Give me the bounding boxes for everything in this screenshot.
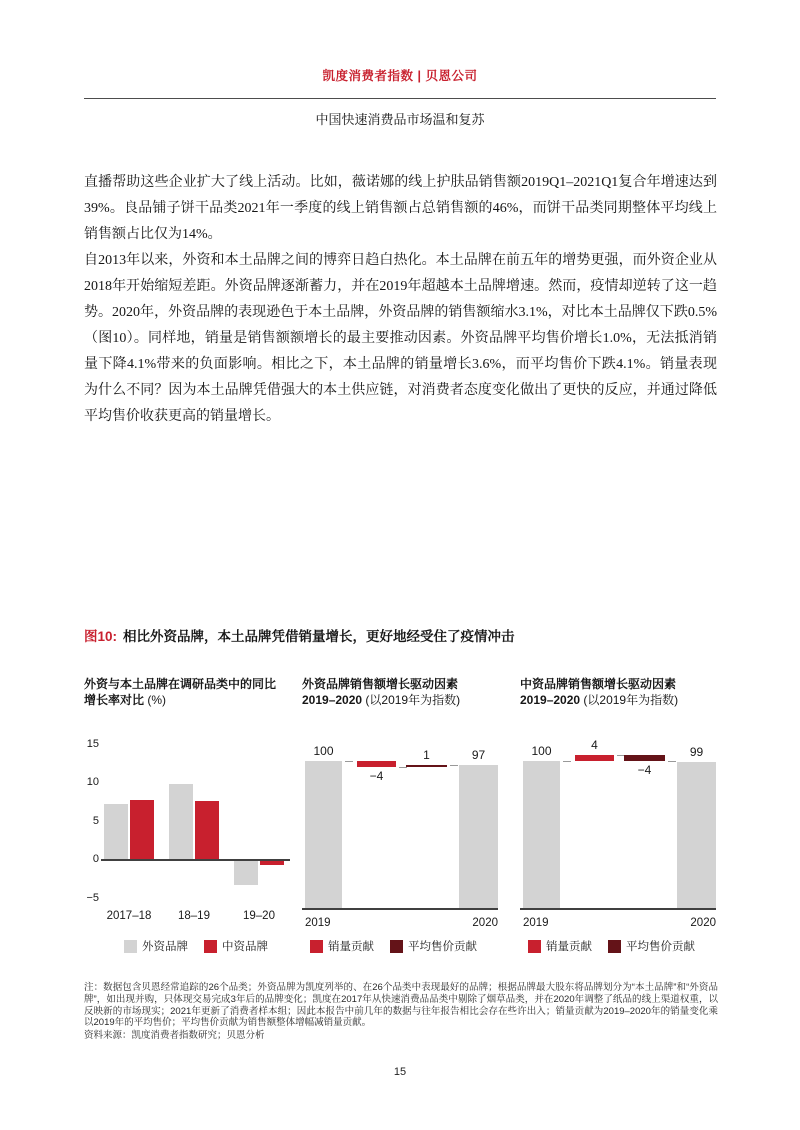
x-year-label: 2019 — [523, 917, 549, 929]
connector-dash — [450, 765, 458, 766]
waterfall-bar-base — [677, 762, 716, 908]
x-category-label: 19–20 — [243, 910, 275, 922]
chart-column-domestic-waterfall — [520, 676, 718, 954]
chart-title — [302, 676, 510, 708]
bar-chart-growth-comparison — [84, 737, 290, 930]
y-tick-label: 0 — [92, 853, 99, 865]
waterfall-bar-volume — [575, 755, 614, 761]
body-paragraph-2: 自2013年以来，外资和本土品牌之间的博弈日趋白热化。本土品牌在前五年的增势更强，而外资企业从2018年开始缩短差距。外资品牌逐渐蓄力，并在2019年超越本土品牌增速。然而，疫情却逆转了这一趋势。2020年，外资品牌的表现逊色于本土品牌，外资品牌的销售额缩水3.1%，对比本土品牌仅下跌0.5%（图10）。同样地，销量是销售额额增长的最主要推动因素。外资品牌平均售价增长1.0%，无法抵消销量下降4.1%带来的负面影响。相比之下，本土品牌的销量增长3.6%，而平均售价下跌4.1%。销量表现为什么不同？因为本土品牌凭借强大的本土供应链，对消费者态度变化做出了更快的反应，并通过降低平均售价收获更高的销量增长。 — [84, 253, 717, 424]
legend-label: 平均售价贡献 — [408, 941, 477, 953]
chart-column-growth-comparison — [84, 676, 290, 954]
chart-title — [84, 676, 290, 708]
chart-title-line2: 增长率对比 — [84, 693, 145, 707]
x-year-label: 2020 — [472, 917, 498, 929]
bar-value-label: −4 — [369, 768, 384, 783]
footnotes — [84, 982, 718, 1042]
waterfall-bar-volume — [357, 761, 396, 767]
waterfall-bar-price — [406, 765, 447, 767]
waterfall-bar-base — [459, 765, 498, 908]
legend-swatch — [204, 940, 217, 953]
legend-growth-comparison — [84, 938, 290, 954]
legend-label: 中资品牌 — [222, 941, 268, 953]
bar-外资品牌 — [169, 784, 193, 859]
bar-外资品牌 — [234, 861, 258, 885]
y-tick-label: 5 — [92, 814, 99, 827]
baseline — [302, 908, 498, 910]
legend-swatch — [310, 940, 323, 953]
y-tick-label: −5 — [86, 891, 99, 904]
legend-item — [528, 938, 592, 954]
legend-swatch — [390, 940, 403, 953]
page-subtitle: 中国快速消费品市场温和复苏 — [315, 112, 485, 127]
bar-value-label: 100 — [313, 744, 334, 758]
bar-外资品牌 — [104, 804, 128, 859]
figure-label: 图10: — [84, 629, 118, 644]
waterfall-chart-domestic-brands — [520, 740, 718, 930]
chart-title-line2: 2019–2020 — [302, 693, 363, 707]
page-number: 15 — [393, 1066, 407, 1078]
bar-value-label: −4 — [637, 763, 652, 777]
x-year-label: 2020 — [690, 917, 716, 929]
legend-label: 销量贡献 — [546, 941, 592, 953]
bar-中资品牌 — [260, 861, 284, 865]
chart-title-index-note: (以2019年为指数) — [580, 693, 679, 707]
chart-column-foreign-waterfall — [302, 676, 510, 954]
connector-dash — [563, 761, 571, 762]
x-category-label: 18–19 — [178, 910, 210, 922]
header-divider — [84, 98, 716, 99]
bar-value-label: 97 — [471, 748, 486, 763]
legend-label: 销量贡献 — [328, 941, 374, 953]
legend-domestic-waterfall — [520, 938, 718, 954]
chart-title-line1: 外资与本土品牌在调研品类中的同比 — [84, 677, 277, 691]
figure-caption-text: 相比外资品牌，本土品牌凭借销量增长，更好地经受住了疫情冲击 — [123, 629, 515, 644]
source-line: 资料来源：凯度消费者指数研究；贝恩分析 — [84, 1030, 265, 1042]
legend-item — [608, 938, 695, 954]
header-brand: 凯度消费者指数 | 贝恩公司 — [322, 69, 478, 83]
waterfall-bar-base — [305, 761, 342, 908]
legend-item — [310, 938, 374, 954]
baseline — [520, 908, 716, 910]
x-year-label: 2019 — [305, 917, 331, 929]
bar-中资品牌 — [195, 801, 219, 859]
bar-value-label: 99 — [689, 745, 704, 760]
legend-item — [124, 938, 188, 954]
connector-dash — [668, 761, 676, 762]
bar-value-label: 1 — [423, 748, 430, 763]
waterfall-bar-base — [523, 761, 560, 908]
chart-title-line2: 2019–2020 — [520, 693, 581, 707]
bar-中资品牌 — [130, 800, 154, 859]
chart-title-line1: 外资品牌销售额增长驱动因素 — [302, 677, 459, 691]
legend-label: 平均售价贡献 — [626, 941, 695, 953]
bar-value-label: 4 — [591, 738, 598, 753]
waterfall-chart-foreign-brands — [302, 740, 510, 930]
figure-caption — [84, 625, 717, 645]
waterfall-bar-price — [624, 755, 665, 761]
body-paragraph-1: 直播帮助这些企业扩大了线上活动。比如，薇诺娜的线上护肤品销售额2019Q1–2021Q1复合年增速达到39%。良品铺子饼干品类2021年一季度的线上销售额占总销售额的46%，而饼干品类同期整体平均线上销售额占比仅为14%。 — [84, 175, 717, 242]
connector-dash — [345, 761, 353, 762]
legend-swatch — [124, 940, 137, 953]
chart-title-unit: (%) — [144, 693, 167, 707]
bar-value-label: 100 — [531, 744, 552, 758]
legend-swatch — [608, 940, 621, 953]
y-tick-label: 10 — [86, 776, 99, 788]
x-category-label: 2017–18 — [106, 910, 152, 922]
y-tick-label: 15 — [86, 737, 99, 750]
legend-item — [390, 938, 477, 954]
legend-item — [204, 938, 268, 954]
chart-title-line1: 中资品牌销售额增长驱动因素 — [520, 677, 677, 691]
chart-title — [520, 676, 718, 708]
legend-swatch — [528, 940, 541, 953]
chart-title-index-note: (以2019年为指数) — [362, 693, 461, 707]
legend-foreign-waterfall — [302, 938, 510, 954]
footnote-text: 注：数据包含贝恩经常追踪的26个品类；外资品牌为凯度列举的、在26个品类中表现最好的品牌；根据品牌最大股东将品牌划分为“本土品牌”和“外资品牌”，如出现并购，只体现交易完成3年后的品牌变化；凯度在2017年从快速消费品品类中剔除了烟草品类，并在2020年调整了纸品的线上渠道权重，以反映新的市场现实；2021年更新了消费者样本组；因此本报告中前几年的数据与往年报告相比会存在些许出入；销量贡献为2019–2020年的销量变化乘以2019年的平均售价；平均售价贡献为销售额整体增幅减销量贡献。 — [84, 982, 718, 1029]
legend-label: 外资品牌 — [142, 941, 188, 953]
